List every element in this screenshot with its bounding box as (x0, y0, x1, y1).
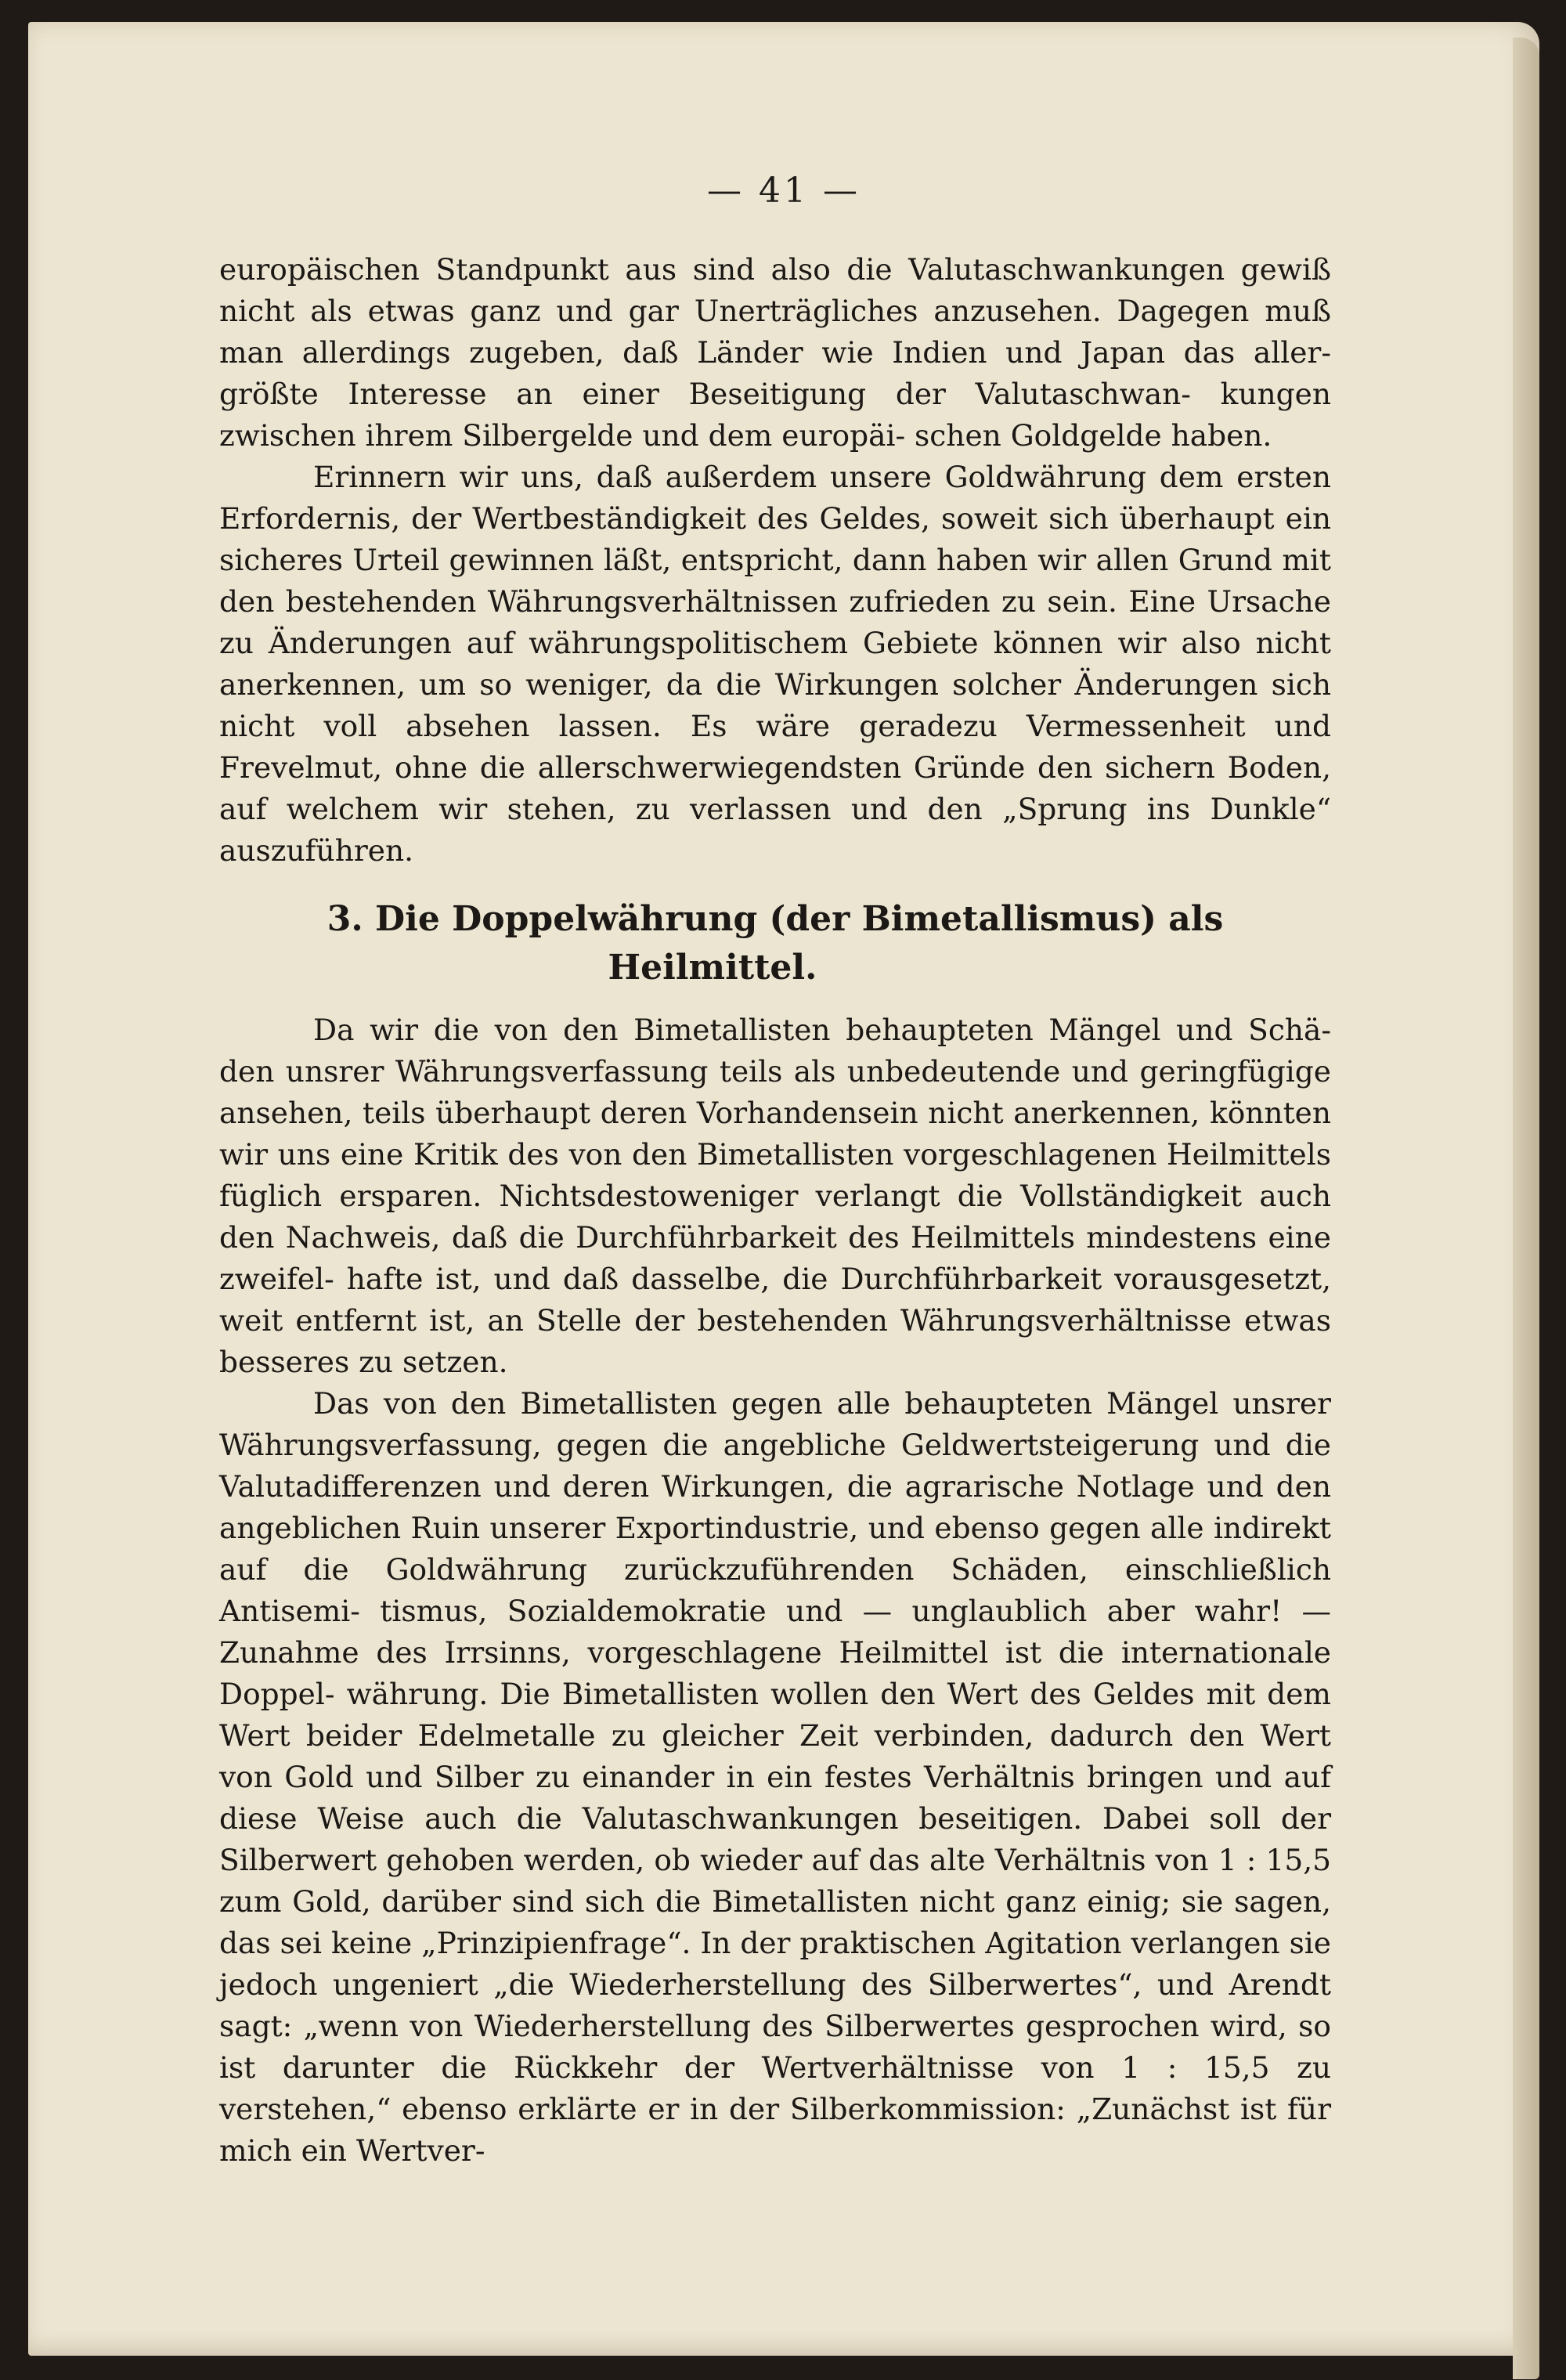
section-heading-line1: 3. Die Doppelwährung (der Bimetallismus) als (327, 899, 1224, 939)
page-edge (1513, 38, 1539, 2379)
body-text (219, 249, 1331, 2172)
section-heading (219, 895, 1331, 992)
paragraph-2: Erinnern wir uns, daß außerdem unsere Goldwährung dem ersten Erfordernis, der Wertbeständigkeit des Geldes, soweit sich überhaupt ein sicheres Urteil gewinnen läßt, entspricht, dann haben wir allen Grund mit den bestehenden Währungsverhältnissen zufrieden zu sein. Eine Ursache zu Änderungen auf währungspolitischem Gebiete können wir also nicht anerkennen, um so weniger, da die Wirkungen solcher Änderungen sich nicht voll absehen lassen. Es wäre geradezu Vermessenheit und Frevelmut, ohne die allerschwerwiegendsten Gründe den sichern Boden, auf welchem wir stehen, zu verlassen und den „Sprung ins Dunkle“ auszuführen. (219, 460, 1331, 868)
paragraph-3: Da wir die von den Bimetallisten behaupteten Mängel und Schä- den unsrer Währungsverfassung teils als unbedeutende und geringfügige ansehen, teils überhaupt deren Vorhandensein nicht anerkennen, könnten wir uns eine Kritik des von den Bimetallisten vorgeschlagenen Heilmittels füglich ersparen. Nichtsdestoweniger verlangt die Vollständigkeit auch den Nachweis, daß die Durchführbarkeit des Heilmittels mindestens eine zweifel- hafte ist, und daß dasselbe, die Durchführbarkeit vorausgesetzt, weit entfernt ist, an Stelle der bestehenden Währungsverhältnisse etwas besseres zu setzen. (219, 1013, 1331, 1379)
paragraph-4: Das von den Bimetallisten gegen alle behaupteten Mängel unsrer Währungsverfassung, gegen die angebliche Geldwertsteigerung und die Valutadifferenzen und deren Wirkungen, die agrarische Notlage und den angeblichen Ruin unserer Exportindustrie, und ebenso gegen alle indirekt auf die Goldwährung zurückzuführenden Schäden, einschließlich Antisemi- tismus, Sozialdemokratie und — unglaublich aber wahr! — Zunahme des Irrsinns, vorgeschlagene Heilmittel ist die internationale Doppel- währung. Die Bimetallisten wollen den Wert des Geldes mit dem Wert beider Edelmetalle zu gleicher Zeit verbinden, dadurch den Wert von Gold und Silber zu einander in ein festes Verhältnis bringen und auf diese Weise auch die Valutaschwankungen beseitigen. Dabei soll der Silberwert gehoben werden, ob wieder auf das alte Verhältnis von 1 : 15,5 zum Gold, darüber sind sich die Bimetallisten nicht ganz einig; sie sagen, das sei keine „Prinzipienfrage“. In der praktischen Agitation verlangen sie jedoch ungeniert „die Wiederherstellung des Silberwertes“, und Arendt sagt: „wenn von Wiederherstellung des Silberwertes gesprochen wird, so ist darunter die Rückkehr der Wertverhältnisse von 1 : 15,5 zu verstehen,“ ebenso erklärte er in der Silberkommission: „Zunächst ist für mich ein Wertver- (219, 1386, 1331, 2168)
page-number: — 41 — (707, 171, 861, 211)
paragraph-1: europäischen Standpunkt aus sind also die Valutaschwankungen gewiß nicht als etwas ganz und gar Unerträgliches anzusehen. Dagegen muß man allerdings zugeben, daß Länder wie Indien und Japan das aller- größte Interesse an einer Beseitigung der Valutaschwan- kungen zwischen ihrem Silbergelde und dem europäi- schen Goldgelde haben. (219, 252, 1331, 453)
section-heading-line2: Heilmittel. (608, 948, 817, 988)
book-page (28, 22, 1539, 2356)
